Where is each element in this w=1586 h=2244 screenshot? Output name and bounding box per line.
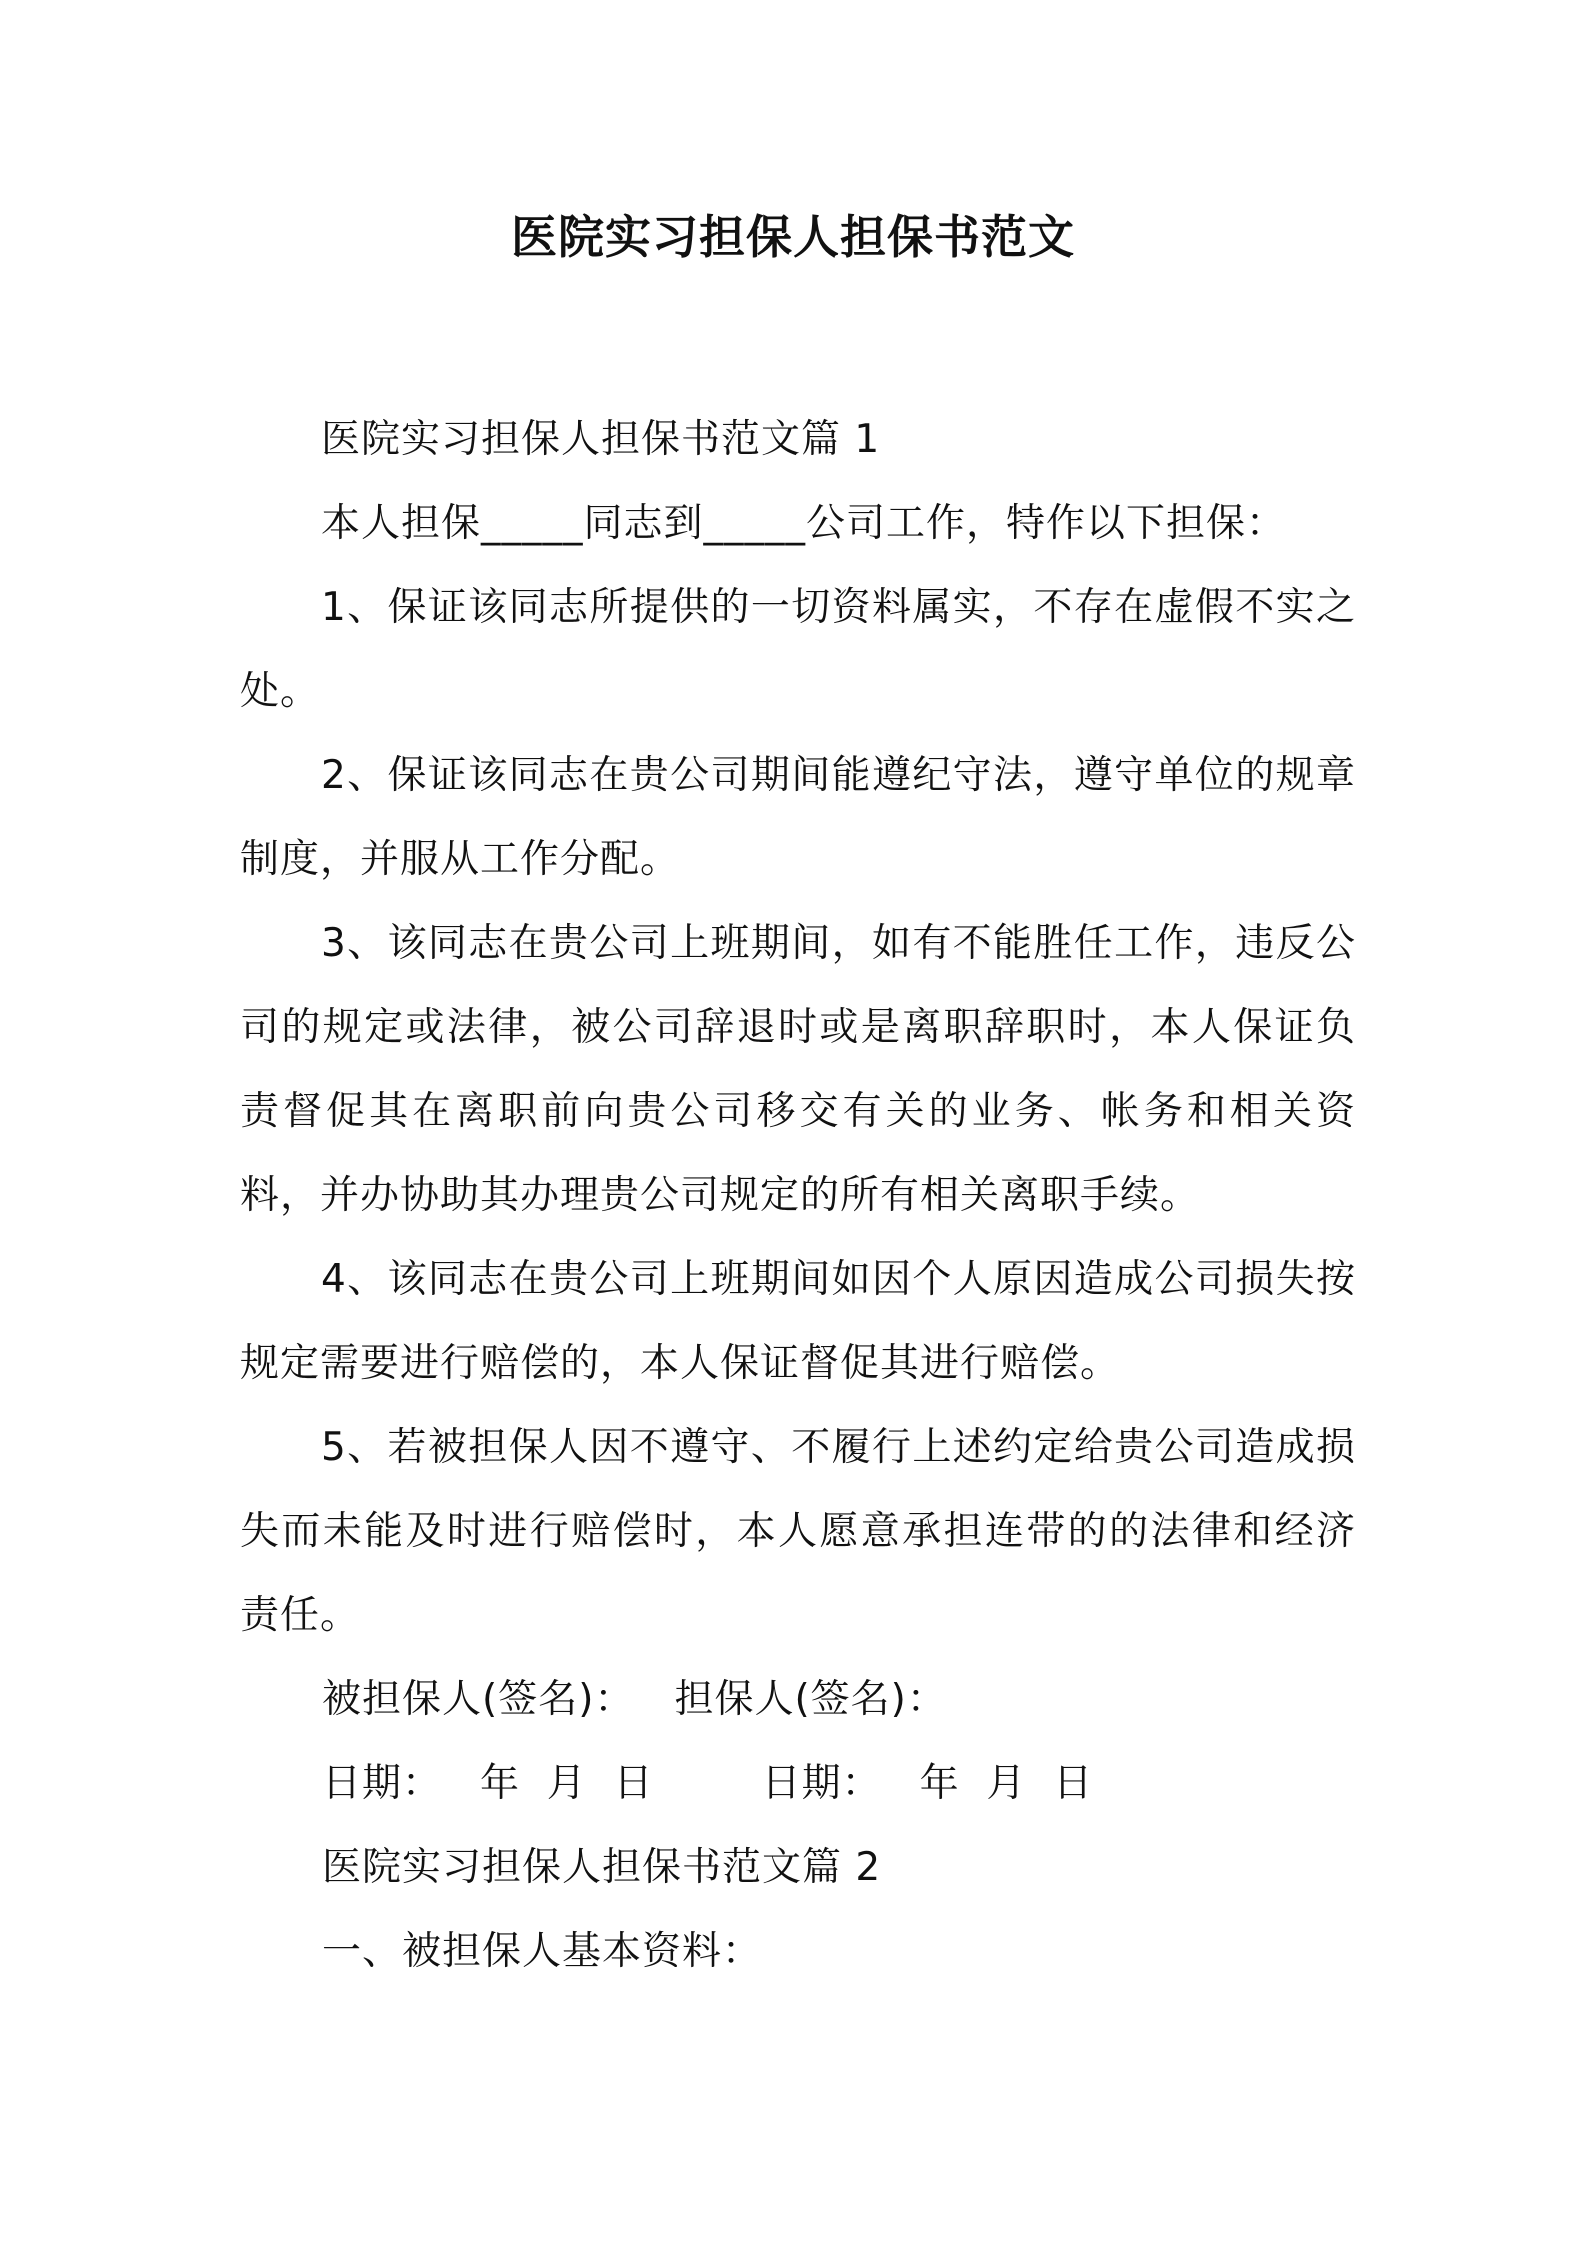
date-ymd-guarantor: 年 月 日 — [919, 1761, 1094, 1806]
section-2-first-line: 一、被担保人基本资料： — [322, 1929, 763, 1974]
signature-row — [322, 1658, 947, 1742]
intro-paragraph: 本人担保_____同志到_____公司工作，特作以下担保： — [321, 501, 1287, 546]
document-title: 医院实习担保人担保书范文 — [511, 210, 1075, 264]
item-5: 5、若被担保人因不遵守、不履行上述约定给贵公司造成损失而未能及时进行赔偿时，本人愿意承担连带的的法律和经济责任。 — [240, 1425, 1356, 1638]
guarantor-signature-label: 担保人(签名)： — [674, 1677, 947, 1722]
date-ymd-guaranteed: 年 月 日 — [480, 1761, 654, 1806]
item-1: 1、保证该同志所提供的一切资料属实，不存在虚假不实之处。 — [240, 585, 1356, 714]
item-3: 3、该同志在贵公司上班期间，如有不能胜任工作，违反公司的规定或法律，被公司辞退时或是离职辞职时，本人保证负责督促其在离职前向贵公司移交有关的业务、帐务和相关资料，并办协助其办理贵公司规定的所有相关离职手续。 — [240, 921, 1356, 1218]
item-4: 4、该同志在贵公司上班期间如因个人原因造成公司损失按规定需要进行赔偿的，本人保证督促其进行赔偿。 — [240, 1257, 1356, 1386]
date-label-guaranteed: 日期： — [322, 1761, 443, 1806]
guaranteed-signature-label: 被担保人(签名)： — [322, 1677, 635, 1722]
date-row — [322, 1742, 1093, 1826]
section-1-heading: 医院实习担保人担保书范文篇 1 — [321, 417, 881, 462]
date-label-guarantor: 日期： — [761, 1761, 882, 1806]
section-2-heading: 医院实习担保人担保书范文篇 2 — [322, 1845, 882, 1890]
item-2: 2、保证该同志在贵公司期间能遵纪守法，遵守单位的规章制度，并服从工作分配。 — [240, 753, 1356, 882]
